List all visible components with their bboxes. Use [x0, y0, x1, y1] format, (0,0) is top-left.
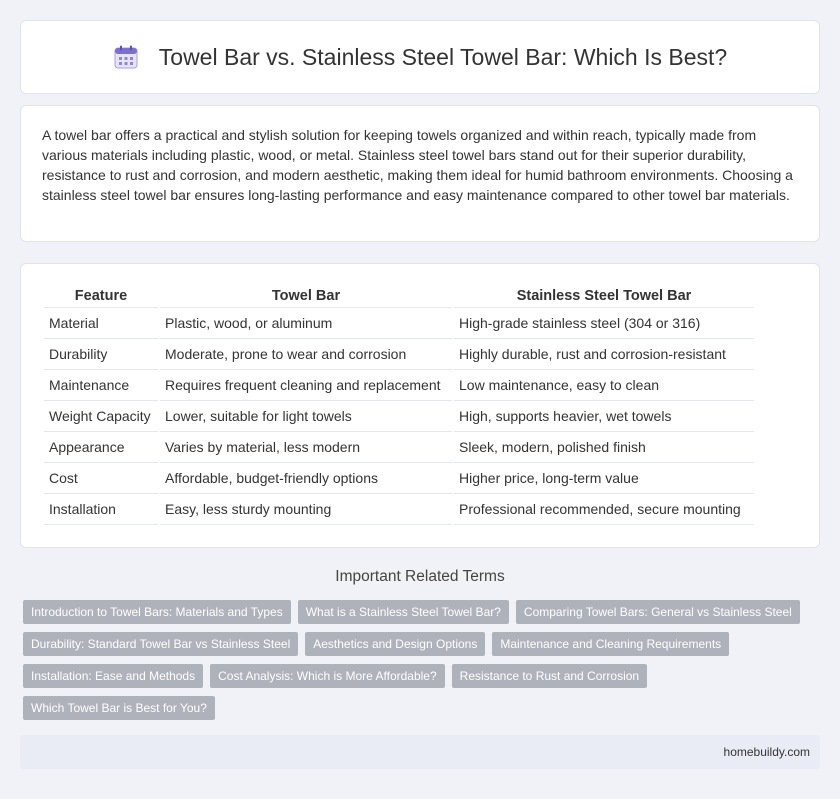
related-tag-link[interactable]: Aesthetics and Design Options [305, 632, 485, 656]
table-cell: Cost [44, 463, 158, 494]
table-cell: Moderate, prone to wear and corrosion [160, 339, 452, 370]
footer-site-link[interactable]: homebuildy.com [723, 745, 810, 759]
table-row [44, 370, 754, 401]
table-header-stainless: Stainless Steel Towel Bar [454, 284, 754, 308]
table-cell: Sleek, modern, polished finish [454, 432, 754, 463]
table-row [44, 432, 754, 463]
table-cell: High, supports heavier, wet towels [454, 401, 754, 432]
related-tag-link[interactable]: Durability: Standard Towel Bar vs Stainless Steel [23, 632, 298, 656]
table-header-row [44, 284, 754, 308]
comparison-table [42, 284, 756, 525]
intro-card [20, 105, 820, 242]
table-row [44, 339, 754, 370]
calendar-icon [113, 44, 139, 70]
title-wrap [113, 44, 727, 71]
table-cell: Maintenance [44, 370, 158, 401]
related-tag-link[interactable]: Resistance to Rust and Corrosion [452, 664, 647, 688]
table-cell: Lower, suitable for light towels [160, 401, 452, 432]
table-cell: Professional recommended, secure mounting [454, 494, 754, 525]
table-cell: Requires frequent cleaning and replacement [160, 370, 452, 401]
table-cell: High-grade stainless steel (304 or 316) [454, 308, 754, 339]
table-cell: Plastic, wood, or aluminum [160, 308, 452, 339]
table-cell: Appearance [44, 432, 158, 463]
table-row [44, 463, 754, 494]
table-cell: Highly durable, rust and corrosion-resistant [454, 339, 754, 370]
comparison-table-card [20, 263, 820, 548]
related-terms-title: Important Related Terms [335, 568, 505, 585]
table-row [44, 308, 754, 339]
table-cell: Varies by material, less modern [160, 432, 452, 463]
related-tag-link[interactable]: Cost Analysis: Which is More Affordable? [210, 664, 445, 688]
table-row [44, 401, 754, 432]
related-tag-link[interactable]: Which Towel Bar is Best for You? [23, 696, 215, 720]
page-title: Towel Bar vs. Stainless Steel Towel Bar: Which Is Best? [158, 43, 728, 70]
related-tag-link[interactable]: Installation: Ease and Methods [23, 664, 203, 688]
table-cell: Affordable, budget-friendly options [160, 463, 452, 494]
table-cell: Easy, less sturdy mounting [160, 494, 452, 525]
table-row [44, 494, 754, 525]
header-card [20, 20, 820, 94]
intro-text: A towel bar offers a practical and stylish solution for keeping towels organized and within reach, typically made from various materials including plastic, wood, or metal. Stainless steel towel bars stand out for their superior durability, resistance to rust and corrosion, and modern aesthetic, making them ideal for humid bathroom environments. Choosing a stainless steel towel bar ensures long-lasting performance and easy maintenance compared to other towel bar materials. [42, 127, 793, 203]
related-tag-link[interactable]: What is a Stainless Steel Towel Bar? [298, 600, 509, 624]
table-header-feature: Feature [44, 284, 158, 308]
footer [20, 735, 820, 769]
related-tag-link[interactable]: Introduction to Towel Bars: Materials and Types [23, 600, 291, 624]
related-tags [23, 600, 823, 720]
table-cell: Weight Capacity [44, 401, 158, 432]
table-header-towel-bar: Towel Bar [160, 284, 452, 308]
table-cell: Low maintenance, easy to clean [454, 370, 754, 401]
related-tag-link[interactable]: Comparing Towel Bars: General vs Stainless Steel [516, 600, 800, 624]
related-tag-link[interactable]: Maintenance and Cleaning Requirements [492, 632, 729, 656]
table-cell: Durability [44, 339, 158, 370]
table-cell: Installation [44, 494, 158, 525]
table-cell: Higher price, long-term value [454, 463, 754, 494]
table-cell: Material [44, 308, 158, 339]
